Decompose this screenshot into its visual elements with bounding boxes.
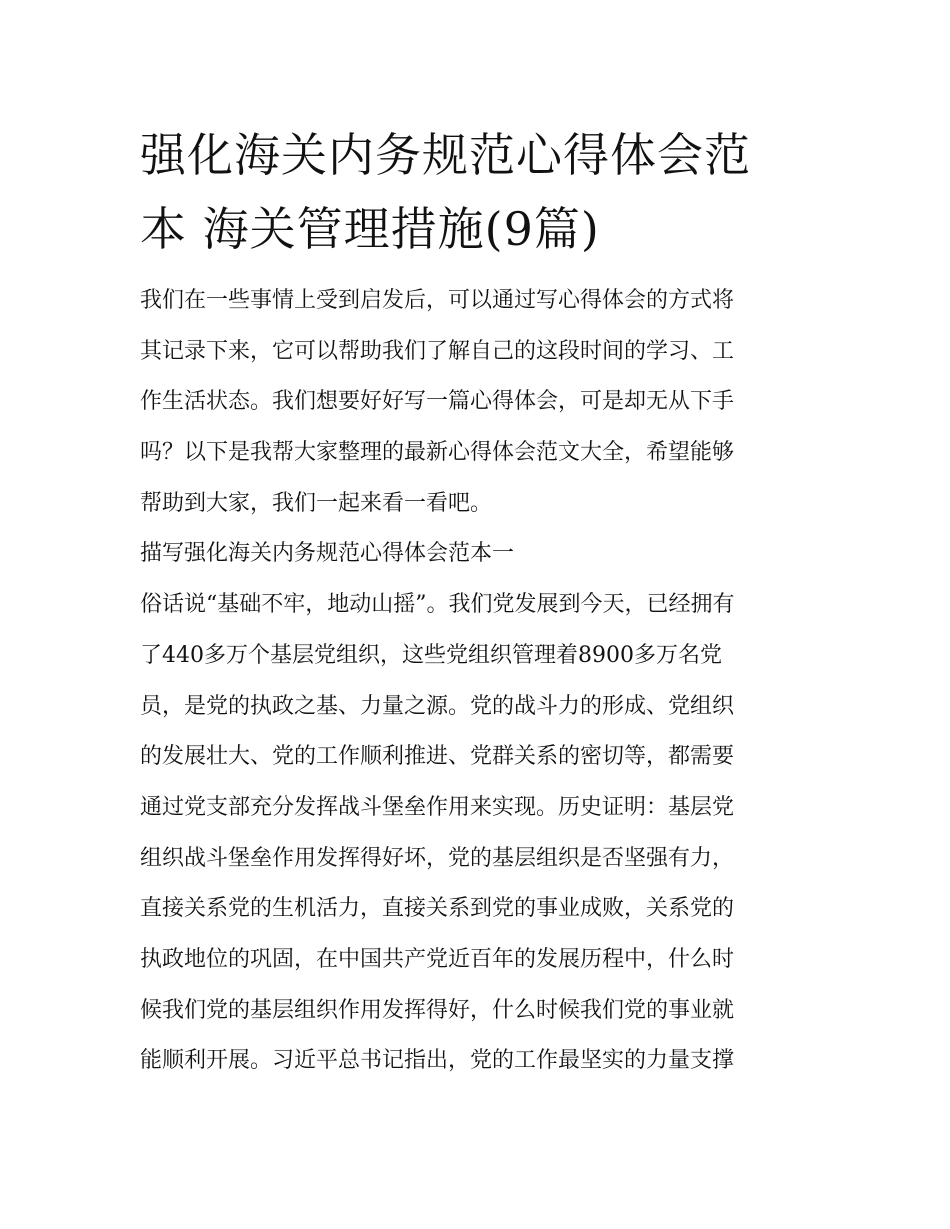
body-line: 我们在一些事情上受到启发后，可以通过写心得体会的方式将 xyxy=(140,288,735,313)
title-line: 本 海关管理措施(9篇) xyxy=(140,202,600,256)
body-line: 员，是党的执政之基、力量之源。党的战斗力的形成、党组织 xyxy=(140,693,735,719)
document-body xyxy=(140,276,820,1087)
body-line: 候我们党的基层组织作用发挥得好，什么时候我们党的事业就 xyxy=(140,997,735,1023)
body-line: 帮助到大家，我们一起来看一看吧。 xyxy=(140,490,493,516)
body-line: 执政地位的巩固，在中国共产党近百年的发展历程中，什么时 xyxy=(140,946,735,972)
body-line: 其记录下来，它可以帮助我们了解自己的这段时间的学习、工 xyxy=(140,338,735,364)
body-line: 通过党支部充分发挥战斗堡垒作用来实现。历史证明：基层党 xyxy=(140,794,735,820)
body-line: 俗话说“基础不牢，地动山摇”。我们党发展到今天，已经拥有 xyxy=(140,592,735,618)
body-line: 组织战斗堡垒作用发挥得好坏，党的基层组织是否坚强有力， xyxy=(140,845,735,871)
document-title xyxy=(140,118,820,266)
title-line: 强化海关内务规范心得体会范 xyxy=(140,128,751,182)
section-heading: 描写强化海关内务规范心得体会范本一 xyxy=(140,541,515,567)
body-line: 吗？以下是我帮大家整理的最新心得体会范文大全，希望能够 xyxy=(140,440,735,466)
body-line: 能顺利开展。习近平总书记指出，党的工作最坚实的力量支撑 xyxy=(140,1048,735,1074)
body-line: 了440多万个基层党组织，这些党组织管理着8900多万名党 xyxy=(140,642,722,668)
body-line: 的发展壮大、党的工作顺利推进、党群关系的密切等，都需要 xyxy=(140,744,735,770)
body-line: 直接关系党的生机活力，直接关系到党的事业成败，关系党的 xyxy=(140,896,735,922)
body-line: 作生活状态。我们想要好好写一篇心得体会，可是却无从下手 xyxy=(140,389,735,415)
